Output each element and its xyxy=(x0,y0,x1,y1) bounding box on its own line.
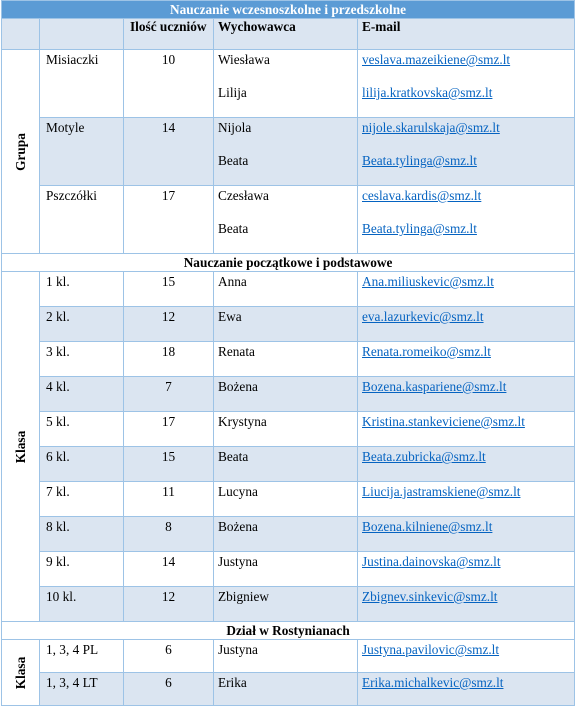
class-name: 2 kl. xyxy=(40,307,124,342)
student-count: 18 xyxy=(124,342,214,377)
table-row xyxy=(2,517,575,552)
class-name: 1 kl. xyxy=(40,272,124,307)
class-name: 10 kl. xyxy=(40,587,124,622)
email-link[interactable]: Kristina.stankeviciene@smz.lt xyxy=(362,414,525,429)
table-row xyxy=(2,482,575,517)
header-empty xyxy=(40,19,124,50)
email-link[interactable]: Ana.miliuskevic@smz.lt xyxy=(362,274,494,289)
section-title: Nauczanie początkowe i podstawowe xyxy=(2,254,575,272)
table-row xyxy=(2,673,575,706)
email-link[interactable]: veslava.mazeikiene@smz.lt xyxy=(362,52,511,67)
student-count: 15 xyxy=(124,272,214,307)
student-count: 6 xyxy=(124,640,214,673)
email-cell xyxy=(358,377,575,412)
email-cell xyxy=(358,307,575,342)
email-cell xyxy=(358,640,575,673)
section-title-row xyxy=(2,1,575,19)
table-row xyxy=(2,640,575,673)
teacher-name: Beata xyxy=(218,153,249,168)
teacher-name: Wiesława xyxy=(218,52,270,67)
email-link[interactable]: Justyna.pavilovic@smz.lt xyxy=(362,642,500,657)
table-row xyxy=(2,377,575,412)
section-title-row xyxy=(2,254,575,272)
header-empty xyxy=(2,19,40,50)
table-row xyxy=(2,186,575,254)
group-label: Grupa xyxy=(13,132,28,171)
student-count: 17 xyxy=(124,186,214,254)
email-link[interactable]: Erika.michalkevic@smz.lt xyxy=(362,675,504,690)
teacher-name: Nijola xyxy=(218,120,252,135)
email-link[interactable]: ceslava.kardis@smz.lt xyxy=(362,188,482,203)
class-label: Klasa xyxy=(13,430,28,463)
table-row xyxy=(2,272,575,307)
teacher-cell xyxy=(214,186,358,254)
email-cell xyxy=(358,673,575,706)
teacher-name: Justyna xyxy=(214,640,358,673)
email-link[interactable]: Bozena.kaspariene@smz.lt xyxy=(362,379,507,394)
table-row xyxy=(2,552,575,587)
email-cell xyxy=(358,118,575,186)
class-label-cell xyxy=(2,272,40,622)
email-cell xyxy=(358,447,575,482)
teacher-name: Bożena xyxy=(214,517,358,552)
student-count: 10 xyxy=(124,50,214,118)
table-row xyxy=(2,447,575,482)
teacher-name: Lilija xyxy=(218,85,247,100)
email-cell xyxy=(358,186,575,254)
email-cell xyxy=(358,412,575,447)
email-link[interactable]: Zbignev.sinkevic@smz.lt xyxy=(362,589,498,604)
student-count: 11 xyxy=(124,482,214,517)
email-link[interactable]: Renata.romeiko@smz.lt xyxy=(362,344,491,359)
student-count: 15 xyxy=(124,447,214,482)
email-cell xyxy=(358,552,575,587)
header-email: E-mail xyxy=(358,19,575,50)
email-cell xyxy=(358,50,575,118)
teacher-name: Anna xyxy=(214,272,358,307)
teacher-name: Lucyna xyxy=(214,482,358,517)
section-title: Nauczanie wczesnoszkolne i przedszkolne xyxy=(2,1,575,19)
header-teacher: Wychowawca xyxy=(214,19,358,50)
group-name: Pszczółki xyxy=(40,186,124,254)
email-link[interactable]: Beata.tylinga@smz.lt xyxy=(362,153,477,168)
student-count: 12 xyxy=(124,307,214,342)
class-name: 6 kl. xyxy=(40,447,124,482)
email-link[interactable]: Bozena.kilniene@smz.lt xyxy=(362,519,493,534)
student-count: 7 xyxy=(124,377,214,412)
email-cell xyxy=(358,587,575,622)
group-label-cell xyxy=(2,50,40,254)
table-row xyxy=(2,307,575,342)
section-title: Dział w Rostynianach xyxy=(2,622,575,640)
header-count: Ilość uczniów xyxy=(124,19,214,50)
student-count: 8 xyxy=(124,517,214,552)
group-name: Misiaczki xyxy=(40,50,124,118)
teacher-name: Renata xyxy=(214,342,358,377)
class-name: 4 kl. xyxy=(40,377,124,412)
teacher-name: Beata xyxy=(214,447,358,482)
email-cell xyxy=(358,482,575,517)
class-name: 5 kl. xyxy=(40,412,124,447)
email-link[interactable]: eva.lazurkevic@smz.lt xyxy=(362,309,484,324)
teacher-name: Beata xyxy=(218,221,249,236)
email-cell xyxy=(358,272,575,307)
student-count: 17 xyxy=(124,412,214,447)
email-link[interactable]: Liucija.jastramskiene@smz.lt xyxy=(362,484,521,499)
class-label-cell xyxy=(2,640,40,706)
teacher-name: Bożena xyxy=(214,377,358,412)
class-name: 1, 3, 4 LT xyxy=(40,673,124,706)
email-link[interactable]: Beata.zubricka@smz.lt xyxy=(362,449,486,464)
table-row xyxy=(2,118,575,186)
class-name: 1, 3, 4 PL xyxy=(40,640,124,673)
teacher-name: Justyna xyxy=(214,552,358,587)
teacher-cell xyxy=(214,50,358,118)
header-row xyxy=(2,19,575,50)
email-link[interactable]: Beata.tylinga@smz.lt xyxy=(362,221,477,236)
class-name: 9 kl. xyxy=(40,552,124,587)
contacts-table xyxy=(1,0,575,706)
student-count: 12 xyxy=(124,587,214,622)
student-count: 6 xyxy=(124,673,214,706)
email-cell xyxy=(358,517,575,552)
teacher-name: Czesława xyxy=(218,188,269,203)
class-name: 8 kl. xyxy=(40,517,124,552)
table-row xyxy=(2,412,575,447)
teacher-name: Erika xyxy=(214,673,358,706)
email-cell xyxy=(358,342,575,377)
student-count: 14 xyxy=(124,552,214,587)
section-title-row xyxy=(2,622,575,640)
email-link[interactable]: nijole.skarulskaja@smz.lt xyxy=(362,120,500,135)
table-row xyxy=(2,342,575,377)
teacher-name: Krystyna xyxy=(214,412,358,447)
table-row xyxy=(2,587,575,622)
class-name: 7 kl. xyxy=(40,482,124,517)
class-label: Klasa xyxy=(13,656,28,689)
student-count: 14 xyxy=(124,118,214,186)
teacher-cell xyxy=(214,118,358,186)
table-row xyxy=(2,50,575,118)
teacher-name: Ewa xyxy=(214,307,358,342)
class-name: 3 kl. xyxy=(40,342,124,377)
group-name: Motyle xyxy=(40,118,124,186)
email-link[interactable]: lilija.kratkovska@smz.lt xyxy=(362,85,493,100)
teacher-name: Zbigniew xyxy=(214,587,358,622)
email-link[interactable]: Justina.dainovska@smz.lt xyxy=(362,554,501,569)
